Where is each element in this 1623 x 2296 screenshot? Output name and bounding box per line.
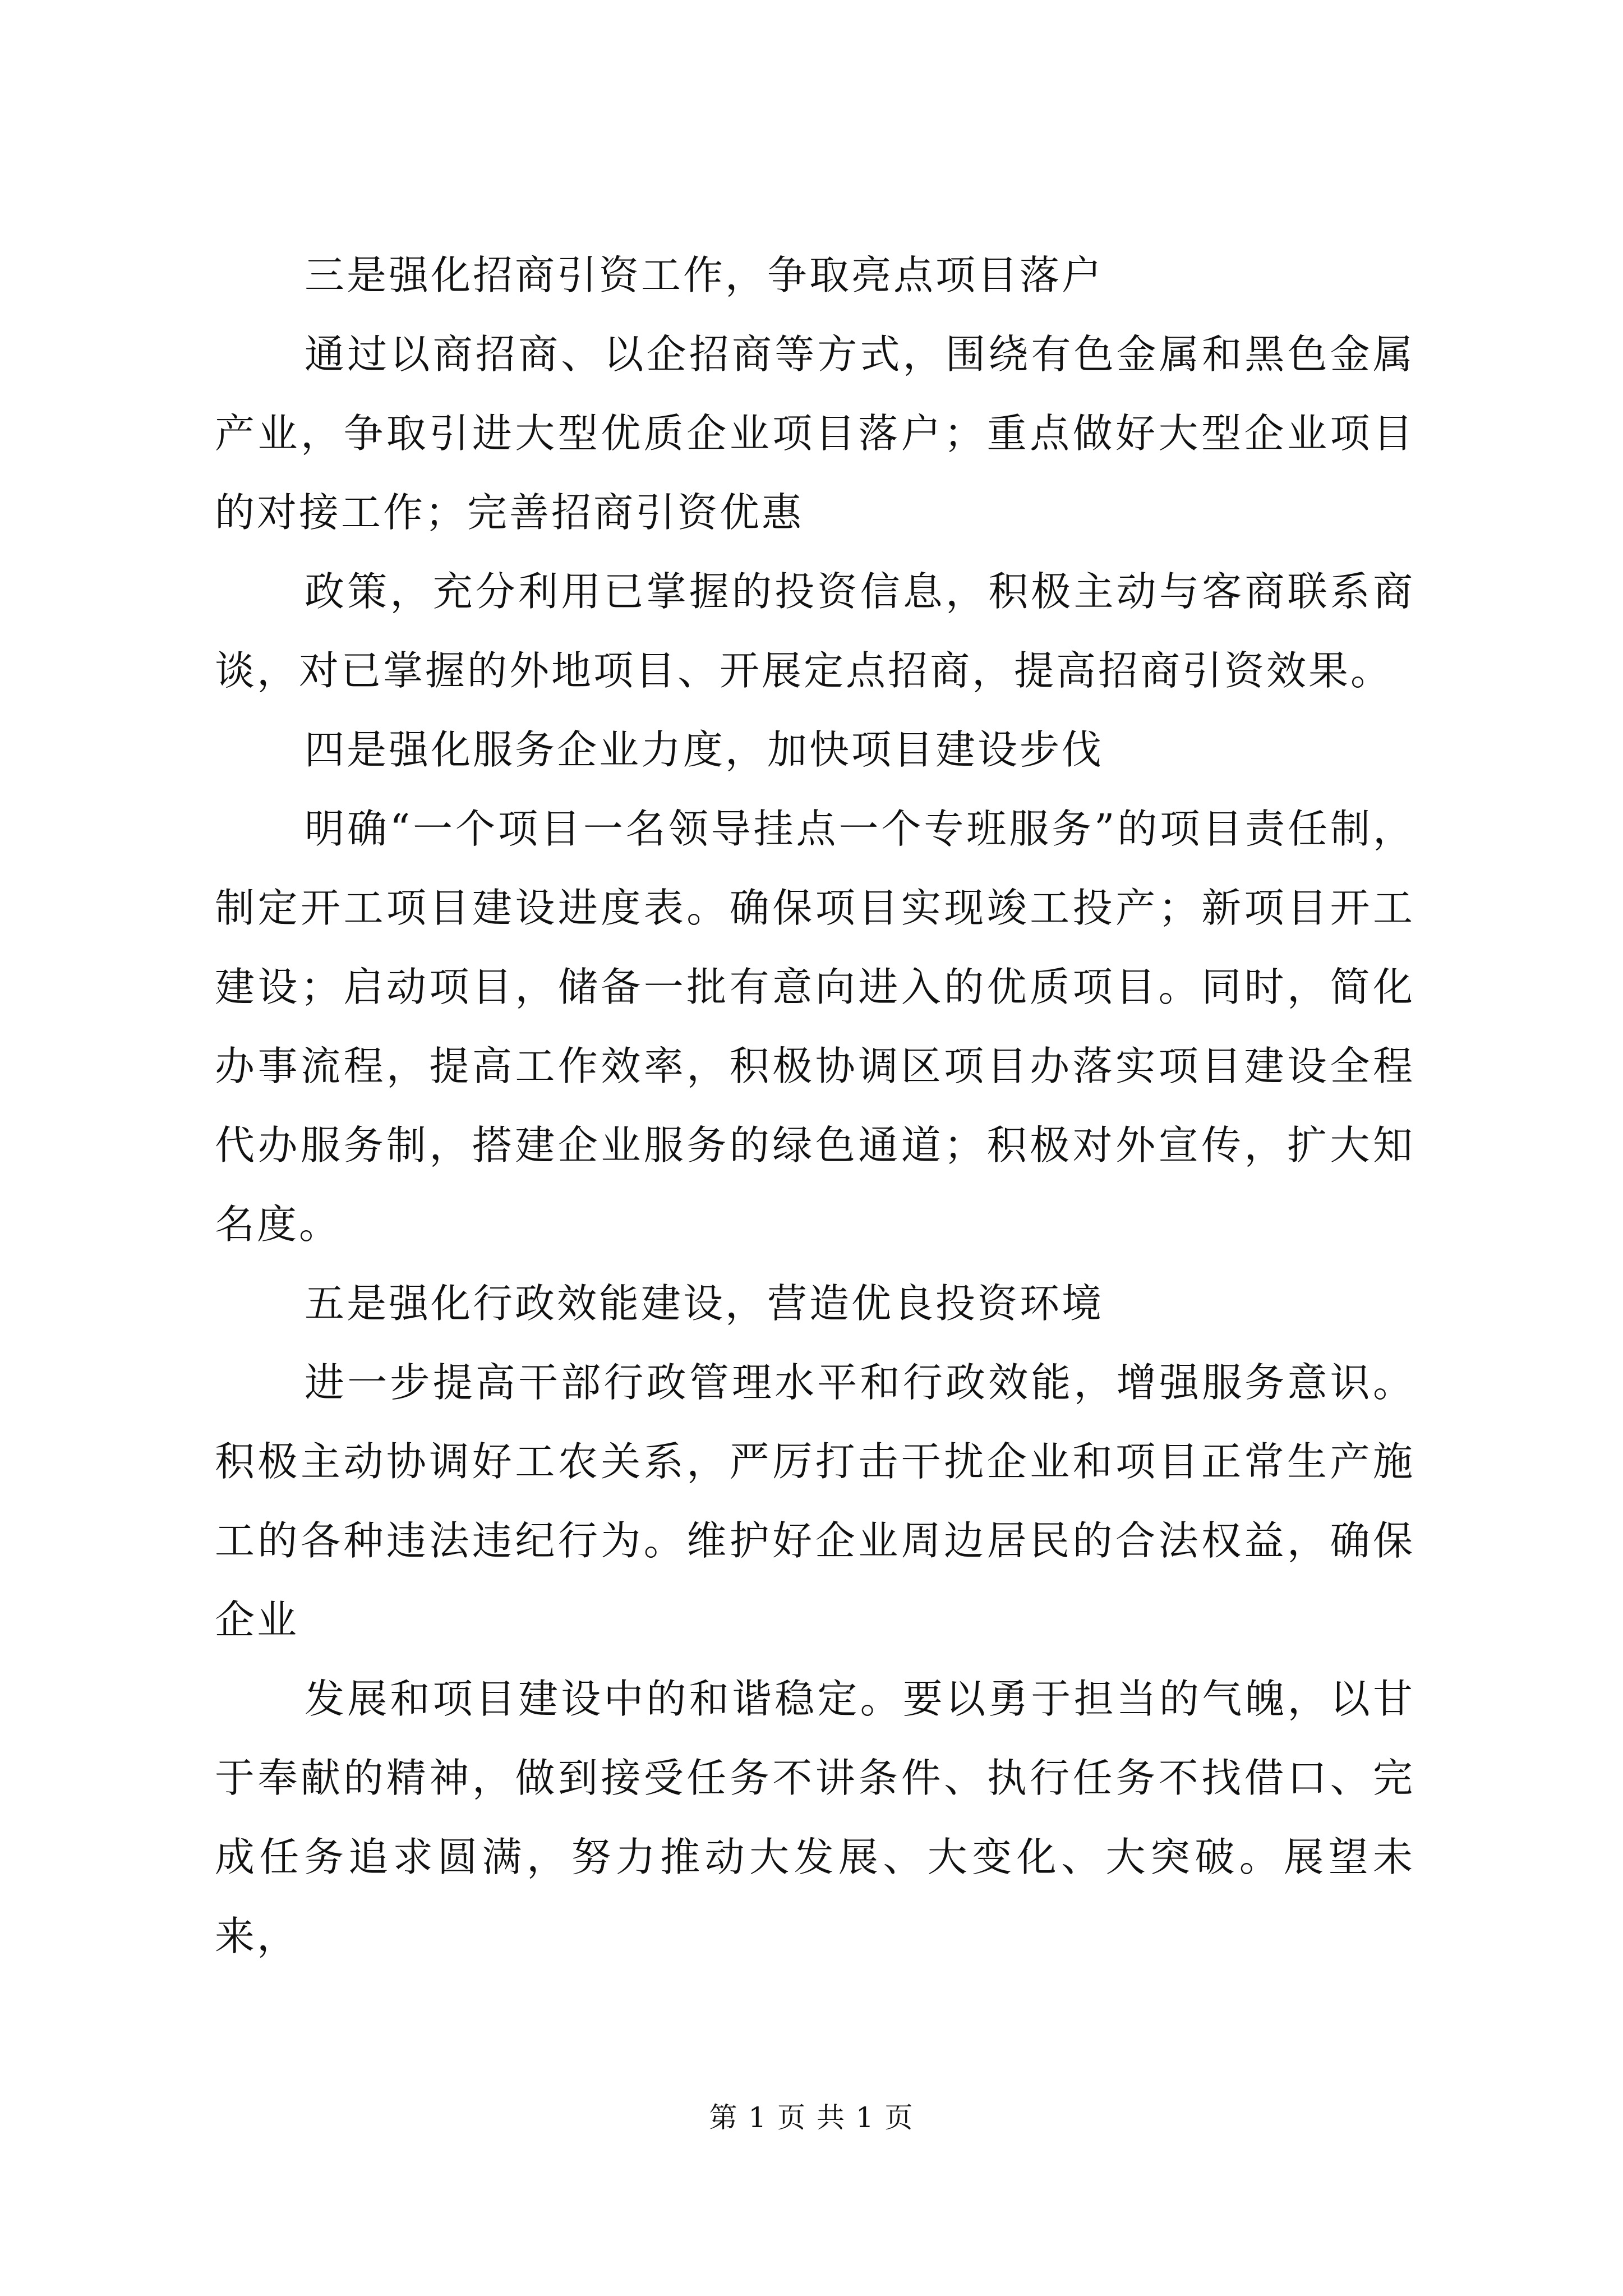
section-heading-5: 五是强化行政效能建设，营造优良投资环境 xyxy=(305,1280,1104,1327)
paragraph: 进一步提高干部行政管理水平和行政效能，增强服务意识。积极主动协调好工农关系，严厉打击干扰企业和项目正常生产施工的各种违法违纪行为。维护好企业周边居民的合法权益，确保企业 xyxy=(215,1359,1415,1643)
paragraph: 明确“一个项目一名领导挂点一个专班服务”的项目责任制，制定开工项目建设进度表。确保项目实现竣工投产；新项目开工建设；启动项目，储备一批有意向进入的优质项目。同时，简化办事流程，提高工作效率，积极协调区项目办落实项目建设全程代办服务制，搭建企业服务的绿色通道；积极对外宣传，扩大知名度。 xyxy=(215,806,1415,1248)
document-body xyxy=(215,236,1415,1976)
paragraph: 发展和项目建设中的和谐稳定。要以勇于担当的气魄，以甘于奉献的精神，做到接受任务不讲条件、执行任务不找借口、完成任务追求圆满，努力推动大发展、大变化、大突破。展望未来， xyxy=(215,1676,1415,1959)
paragraph: 通过以商招商、以企招商等方式，围绕有色金属和黑色金属产业，争取引进大型优质企业项目落户；重点做好大型企业项目的对接工作；完善招商引资优惠 xyxy=(215,331,1415,536)
page-footer: 第 1 页 共 1 页 xyxy=(709,2101,914,2134)
section-heading-4: 四是强化服务企业力度，加快项目建设步伐 xyxy=(305,726,1104,773)
paragraph: 政策，充分利用已掌握的投资信息，积极主动与客商联系商谈，对已掌握的外地项目、开展定点招商，提高招商引资效果。 xyxy=(215,568,1415,694)
section-heading-3: 三是强化招商引资工作，争取亮点项目落户 xyxy=(305,252,1104,298)
